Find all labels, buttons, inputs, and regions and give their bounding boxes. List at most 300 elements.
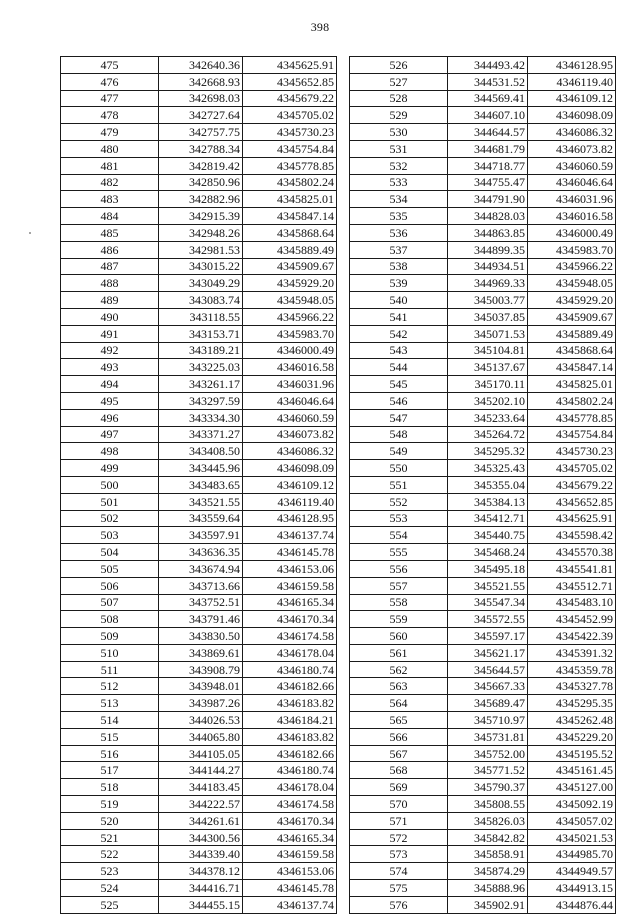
table-row: [350, 846, 616, 863]
point-number-cell: 550: [350, 460, 448, 477]
y-coordinate-cell: 4346060.59: [528, 157, 616, 174]
y-coordinate-cell: 4346137.74: [243, 896, 337, 913]
x-coordinate-cell: 344755.47: [448, 174, 528, 191]
x-coordinate-cell: 344493.42: [448, 57, 528, 74]
point-number-cell: 526: [350, 57, 448, 74]
point-number-cell: 531: [350, 140, 448, 157]
y-coordinate-cell: 4346170.34: [243, 812, 337, 829]
point-number-cell: 480: [61, 140, 159, 157]
table-row: [61, 392, 337, 409]
x-coordinate-cell: 345731.81: [448, 728, 528, 745]
table-row: [350, 678, 616, 695]
y-coordinate-cell: 4345778.85: [243, 157, 337, 174]
point-number-cell: 479: [61, 124, 159, 141]
point-number-cell: 522: [61, 846, 159, 863]
table-row: [61, 325, 337, 342]
table-row: [61, 846, 337, 863]
x-coordinate-cell: 345771.52: [448, 762, 528, 779]
coordinates-table-left: [60, 56, 337, 914]
table-row: [61, 107, 337, 124]
table-row: [61, 275, 337, 292]
y-coordinate-cell: 4345889.49: [243, 241, 337, 258]
point-number-cell: 503: [61, 527, 159, 544]
y-coordinate-cell: 4346031.96: [243, 376, 337, 393]
point-number-cell: 541: [350, 308, 448, 325]
table-row: [61, 863, 337, 880]
coordinates-table-left-body: [61, 57, 337, 914]
point-number-cell: 512: [61, 678, 159, 695]
point-number-cell: 525: [61, 896, 159, 913]
point-number-cell: 492: [61, 342, 159, 359]
y-coordinate-cell: 4346159.58: [243, 577, 337, 594]
table-row: [350, 460, 616, 477]
y-coordinate-cell: 4345512.71: [528, 577, 616, 594]
y-coordinate-cell: 4345909.67: [528, 308, 616, 325]
y-coordinate-cell: 4346170.34: [243, 611, 337, 628]
x-coordinate-cell: 344065.80: [159, 728, 243, 745]
y-coordinate-cell: 4345889.49: [528, 325, 616, 342]
table-row: [61, 493, 337, 510]
table-row: [350, 107, 616, 124]
table-row: [61, 560, 337, 577]
point-number-cell: 497: [61, 426, 159, 443]
point-number-cell: 543: [350, 342, 448, 359]
point-number-cell: 489: [61, 292, 159, 309]
y-coordinate-cell: 4344913.15: [528, 880, 616, 897]
coordinates-table-right: [349, 56, 616, 914]
x-coordinate-cell: 343445.96: [159, 460, 243, 477]
point-number-cell: 556: [350, 560, 448, 577]
point-number-cell: 502: [61, 510, 159, 527]
table-row: [61, 796, 337, 813]
point-number-cell: 494: [61, 376, 159, 393]
table-row: [61, 124, 337, 141]
point-number-cell: 476: [61, 73, 159, 90]
x-coordinate-cell: 342640.36: [159, 57, 243, 74]
y-coordinate-cell: 4345541.81: [528, 560, 616, 577]
table-row: [350, 880, 616, 897]
x-coordinate-cell: 344969.33: [448, 275, 528, 292]
table-row: [61, 376, 337, 393]
y-coordinate-cell: 4345825.01: [528, 376, 616, 393]
x-coordinate-cell: 342981.53: [159, 241, 243, 258]
y-coordinate-cell: 4345262.48: [528, 712, 616, 729]
x-coordinate-cell: 342915.39: [159, 208, 243, 225]
table-row: [350, 712, 616, 729]
point-number-cell: 566: [350, 728, 448, 745]
x-coordinate-cell: 345888.96: [448, 880, 528, 897]
table-row: [350, 73, 616, 90]
table-row: [350, 124, 616, 141]
x-coordinate-cell: 344569.41: [448, 90, 528, 107]
y-coordinate-cell: 4345983.70: [528, 241, 616, 258]
y-coordinate-cell: 4346031.96: [528, 191, 616, 208]
point-number-cell: 559: [350, 611, 448, 628]
x-coordinate-cell: 343049.29: [159, 275, 243, 292]
x-coordinate-cell: 345233.64: [448, 409, 528, 426]
point-number-cell: 540: [350, 292, 448, 309]
table-row: [350, 527, 616, 544]
x-coordinate-cell: 343908.79: [159, 661, 243, 678]
y-coordinate-cell: 4345983.70: [243, 325, 337, 342]
y-coordinate-cell: 4345359.78: [528, 661, 616, 678]
y-coordinate-cell: 4344949.57: [528, 863, 616, 880]
y-coordinate-cell: 4346073.82: [528, 140, 616, 157]
x-coordinate-cell: 345202.10: [448, 392, 528, 409]
point-number-cell: 487: [61, 258, 159, 275]
y-coordinate-cell: 4345929.20: [243, 275, 337, 292]
point-number-cell: 482: [61, 174, 159, 191]
x-coordinate-cell: 345104.81: [448, 342, 528, 359]
y-coordinate-cell: 4346086.32: [243, 443, 337, 460]
x-coordinate-cell: 345842.82: [448, 829, 528, 846]
x-coordinate-cell: 344828.03: [448, 208, 528, 225]
point-number-cell: 532: [350, 157, 448, 174]
table-row: [61, 426, 337, 443]
point-number-cell: 558: [350, 594, 448, 611]
point-number-cell: 545: [350, 376, 448, 393]
table-row: [350, 644, 616, 661]
point-number-cell: 575: [350, 880, 448, 897]
x-coordinate-cell: 344183.45: [159, 779, 243, 796]
point-number-cell: 572: [350, 829, 448, 846]
x-coordinate-cell: 345572.55: [448, 611, 528, 628]
table-row: [350, 476, 616, 493]
scan-speck: [29, 232, 31, 234]
y-coordinate-cell: 4345802.24: [528, 392, 616, 409]
point-number-cell: 483: [61, 191, 159, 208]
x-coordinate-cell: 345384.13: [448, 493, 528, 510]
x-coordinate-cell: 345495.18: [448, 560, 528, 577]
table-row: [350, 90, 616, 107]
point-number-cell: 498: [61, 443, 159, 460]
point-number-cell: 514: [61, 712, 159, 729]
x-coordinate-cell: 345808.55: [448, 796, 528, 813]
x-coordinate-cell: 345710.97: [448, 712, 528, 729]
x-coordinate-cell: 345170.11: [448, 376, 528, 393]
x-coordinate-cell: 345790.37: [448, 779, 528, 796]
x-coordinate-cell: 345858.91: [448, 846, 528, 863]
y-coordinate-cell: 4345092.19: [528, 796, 616, 813]
point-number-cell: 484: [61, 208, 159, 225]
point-number-cell: 536: [350, 224, 448, 241]
point-number-cell: 534: [350, 191, 448, 208]
y-coordinate-cell: 4344985.70: [528, 846, 616, 863]
x-coordinate-cell: 342757.75: [159, 124, 243, 141]
y-coordinate-cell: 4346182.66: [243, 678, 337, 695]
y-coordinate-cell: 4345679.22: [528, 476, 616, 493]
point-number-cell: 530: [350, 124, 448, 141]
x-coordinate-cell: 342850.96: [159, 174, 243, 191]
table-row: [61, 527, 337, 544]
table-row: [61, 241, 337, 258]
y-coordinate-cell: 4346046.64: [243, 392, 337, 409]
x-coordinate-cell: 345597.17: [448, 628, 528, 645]
y-coordinate-cell: 4345127.00: [528, 779, 616, 796]
table-row: [350, 308, 616, 325]
x-coordinate-cell: 343189.21: [159, 342, 243, 359]
table-row: [61, 292, 337, 309]
y-coordinate-cell: 4346128.95: [528, 57, 616, 74]
y-coordinate-cell: 4344876.44: [528, 896, 616, 913]
x-coordinate-cell: 344644.57: [448, 124, 528, 141]
table-row: [61, 191, 337, 208]
y-coordinate-cell: 4346183.82: [243, 728, 337, 745]
table-row: [61, 409, 337, 426]
table-row: [350, 594, 616, 611]
y-coordinate-cell: 4345483.10: [528, 594, 616, 611]
y-coordinate-cell: 4345929.20: [528, 292, 616, 309]
y-coordinate-cell: 4345452.99: [528, 611, 616, 628]
table-row: [350, 577, 616, 594]
y-coordinate-cell: 4345847.14: [243, 208, 337, 225]
y-coordinate-cell: 4345868.64: [243, 224, 337, 241]
x-coordinate-cell: 343408.50: [159, 443, 243, 460]
table-row: [61, 544, 337, 561]
y-coordinate-cell: 4346000.49: [528, 224, 616, 241]
x-coordinate-cell: 345874.29: [448, 863, 528, 880]
point-number-cell: 518: [61, 779, 159, 796]
point-number-cell: 508: [61, 611, 159, 628]
y-coordinate-cell: 4345868.64: [528, 342, 616, 359]
y-coordinate-cell: 4346060.59: [243, 409, 337, 426]
y-coordinate-cell: 4345625.91: [528, 510, 616, 527]
point-number-cell: 569: [350, 779, 448, 796]
table-row: [350, 275, 616, 292]
table-row: [350, 863, 616, 880]
x-coordinate-cell: 342788.34: [159, 140, 243, 157]
point-number-cell: 547: [350, 409, 448, 426]
y-coordinate-cell: 4345825.01: [243, 191, 337, 208]
point-number-cell: 516: [61, 745, 159, 762]
x-coordinate-cell: 342727.64: [159, 107, 243, 124]
point-number-cell: 573: [350, 846, 448, 863]
table-row: [350, 560, 616, 577]
point-number-cell: 535: [350, 208, 448, 225]
y-coordinate-cell: 4346153.06: [243, 560, 337, 577]
y-coordinate-cell: 4346128.95: [243, 510, 337, 527]
table-row: [61, 510, 337, 527]
point-number-cell: 488: [61, 275, 159, 292]
x-coordinate-cell: 345412.71: [448, 510, 528, 527]
table-row: [61, 443, 337, 460]
point-number-cell: 561: [350, 644, 448, 661]
y-coordinate-cell: 4345909.67: [243, 258, 337, 275]
y-coordinate-cell: 4346184.21: [243, 712, 337, 729]
x-coordinate-cell: 344607.10: [448, 107, 528, 124]
table-row: [350, 140, 616, 157]
x-coordinate-cell: 342698.03: [159, 90, 243, 107]
x-coordinate-cell: 345325.43: [448, 460, 528, 477]
table-row: [61, 57, 337, 74]
x-coordinate-cell: 345644.57: [448, 661, 528, 678]
table-row: [61, 73, 337, 90]
table-row: [61, 678, 337, 695]
table-row: [350, 812, 616, 829]
x-coordinate-cell: 342948.26: [159, 224, 243, 241]
point-number-cell: 565: [350, 712, 448, 729]
x-coordinate-cell: 343118.55: [159, 308, 243, 325]
x-coordinate-cell: 345037.85: [448, 308, 528, 325]
x-coordinate-cell: 344222.57: [159, 796, 243, 813]
x-coordinate-cell: 344378.12: [159, 863, 243, 880]
y-coordinate-cell: 4345195.52: [528, 745, 616, 762]
table-row: [350, 325, 616, 342]
y-coordinate-cell: 4345847.14: [528, 359, 616, 376]
y-coordinate-cell: 4346073.82: [243, 426, 337, 443]
x-coordinate-cell: 344300.56: [159, 829, 243, 846]
y-coordinate-cell: 4345422.39: [528, 628, 616, 645]
y-coordinate-cell: 4345948.05: [243, 292, 337, 309]
table-row: [61, 712, 337, 729]
table-row: [350, 241, 616, 258]
table-row: [350, 779, 616, 796]
point-number-cell: 538: [350, 258, 448, 275]
point-number-cell: 533: [350, 174, 448, 191]
table-row: [61, 594, 337, 611]
x-coordinate-cell: 344455.15: [159, 896, 243, 913]
point-number-cell: 563: [350, 678, 448, 695]
point-number-cell: 495: [61, 392, 159, 409]
point-number-cell: 478: [61, 107, 159, 124]
y-coordinate-cell: 4345754.84: [243, 140, 337, 157]
point-number-cell: 539: [350, 275, 448, 292]
y-coordinate-cell: 4345652.85: [528, 493, 616, 510]
y-coordinate-cell: 4345778.85: [528, 409, 616, 426]
point-number-cell: 485: [61, 224, 159, 241]
point-number-cell: 486: [61, 241, 159, 258]
x-coordinate-cell: 345752.00: [448, 745, 528, 762]
table-row: [350, 174, 616, 191]
x-coordinate-cell: 345826.03: [448, 812, 528, 829]
point-number-cell: 507: [61, 594, 159, 611]
x-coordinate-cell: 343153.71: [159, 325, 243, 342]
table-row: [61, 359, 337, 376]
table-row: [350, 342, 616, 359]
x-coordinate-cell: 345468.24: [448, 544, 528, 561]
y-coordinate-cell: 4345391.32: [528, 644, 616, 661]
x-coordinate-cell: 345902.91: [448, 896, 528, 913]
y-coordinate-cell: 4346178.04: [243, 644, 337, 661]
x-coordinate-cell: 343869.61: [159, 644, 243, 661]
y-coordinate-cell: 4346109.12: [243, 476, 337, 493]
x-coordinate-cell: 343752.51: [159, 594, 243, 611]
point-number-cell: 564: [350, 695, 448, 712]
x-coordinate-cell: 343597.91: [159, 527, 243, 544]
point-number-cell: 521: [61, 829, 159, 846]
x-coordinate-cell: 344531.52: [448, 73, 528, 90]
x-coordinate-cell: 344899.35: [448, 241, 528, 258]
point-number-cell: 570: [350, 796, 448, 813]
point-number-cell: 528: [350, 90, 448, 107]
x-coordinate-cell: 343015.22: [159, 258, 243, 275]
y-coordinate-cell: 4345948.05: [528, 275, 616, 292]
point-number-cell: 493: [61, 359, 159, 376]
point-number-cell: 481: [61, 157, 159, 174]
point-number-cell: 549: [350, 443, 448, 460]
table-row: [350, 611, 616, 628]
point-number-cell: 554: [350, 527, 448, 544]
table-row: [61, 644, 337, 661]
x-coordinate-cell: 344791.90: [448, 191, 528, 208]
x-coordinate-cell: 343713.66: [159, 577, 243, 594]
x-coordinate-cell: 344416.71: [159, 880, 243, 897]
point-number-cell: 509: [61, 628, 159, 645]
point-number-cell: 523: [61, 863, 159, 880]
x-coordinate-cell: 344105.05: [159, 745, 243, 762]
table-row: [350, 443, 616, 460]
table-row: [61, 779, 337, 796]
point-number-cell: 571: [350, 812, 448, 829]
y-coordinate-cell: 4345021.53: [528, 829, 616, 846]
point-number-cell: 490: [61, 308, 159, 325]
table-row: [61, 224, 337, 241]
point-number-cell: 513: [61, 695, 159, 712]
y-coordinate-cell: 4345057.02: [528, 812, 616, 829]
x-coordinate-cell: 345547.34: [448, 594, 528, 611]
table-row: [350, 695, 616, 712]
x-coordinate-cell: 343371.27: [159, 426, 243, 443]
x-coordinate-cell: 345355.04: [448, 476, 528, 493]
point-number-cell: 560: [350, 628, 448, 645]
x-coordinate-cell: 345071.53: [448, 325, 528, 342]
x-coordinate-cell: 344026.53: [159, 712, 243, 729]
y-coordinate-cell: 4345625.91: [243, 57, 337, 74]
point-number-cell: 568: [350, 762, 448, 779]
x-coordinate-cell: 343791.46: [159, 611, 243, 628]
table-row: [350, 426, 616, 443]
x-coordinate-cell: 343636.35: [159, 544, 243, 561]
point-number-cell: 544: [350, 359, 448, 376]
x-coordinate-cell: 344681.79: [448, 140, 528, 157]
point-number-cell: 491: [61, 325, 159, 342]
table-row: [350, 796, 616, 813]
y-coordinate-cell: 4346180.74: [243, 762, 337, 779]
coordinates-table-right-body: [350, 57, 616, 914]
x-coordinate-cell: 343483.65: [159, 476, 243, 493]
y-coordinate-cell: 4345295.35: [528, 695, 616, 712]
x-coordinate-cell: 343083.74: [159, 292, 243, 309]
table-row: [61, 342, 337, 359]
x-coordinate-cell: 345621.17: [448, 644, 528, 661]
table-row: [350, 628, 616, 645]
point-number-cell: 510: [61, 644, 159, 661]
table-row: [61, 745, 337, 762]
point-number-cell: 551: [350, 476, 448, 493]
table-row: [61, 460, 337, 477]
y-coordinate-cell: 4346180.74: [243, 661, 337, 678]
y-coordinate-cell: 4346178.04: [243, 779, 337, 796]
table-row: [61, 762, 337, 779]
point-number-cell: 574: [350, 863, 448, 880]
table-row: [61, 174, 337, 191]
x-coordinate-cell: 343559.64: [159, 510, 243, 527]
y-coordinate-cell: 4346153.06: [243, 863, 337, 880]
y-coordinate-cell: 4346137.74: [243, 527, 337, 544]
point-number-cell: 515: [61, 728, 159, 745]
y-coordinate-cell: 4345966.22: [528, 258, 616, 275]
x-coordinate-cell: 344261.61: [159, 812, 243, 829]
x-coordinate-cell: 343987.26: [159, 695, 243, 712]
y-coordinate-cell: 4346174.58: [243, 796, 337, 813]
table-row: [350, 376, 616, 393]
table-row: [350, 208, 616, 225]
y-coordinate-cell: 4345652.85: [243, 73, 337, 90]
table-row: [350, 745, 616, 762]
x-coordinate-cell: 343261.17: [159, 376, 243, 393]
point-number-cell: 499: [61, 460, 159, 477]
x-coordinate-cell: 345264.72: [448, 426, 528, 443]
